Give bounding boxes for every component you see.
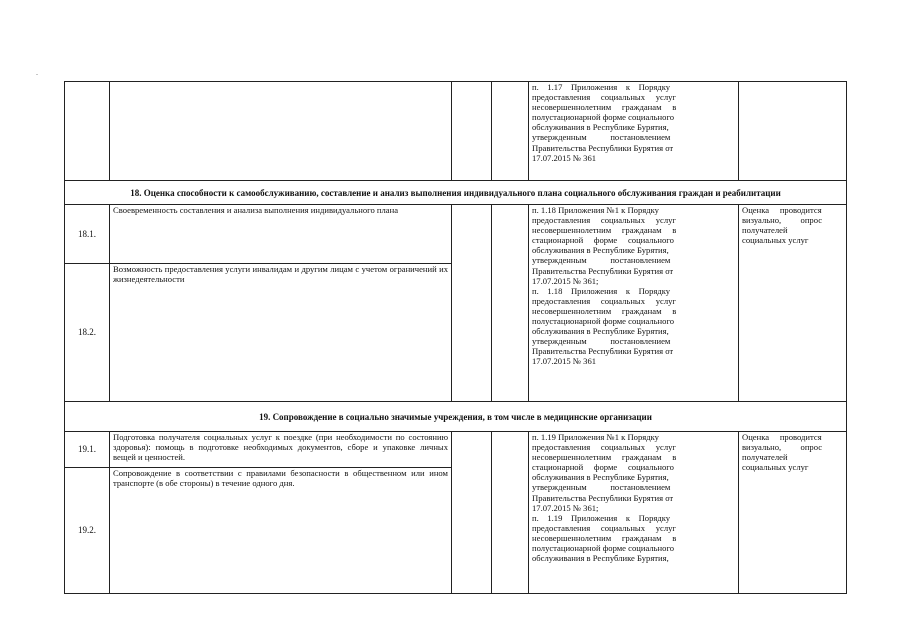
reference-line: утвержденным постановлением <box>532 132 671 143</box>
reference-line: 17.07.2015 № 361 <box>532 356 597 367</box>
reference-line: полустационарной форме социального <box>532 112 675 123</box>
section-heading-18 <box>65 181 847 205</box>
reference-line: п. 1.19 Приложения №1 к Порядку <box>532 432 659 442</box>
assessment-line: визуально, опрос <box>742 215 823 226</box>
reference-line: утвержденным постановлением <box>532 336 671 347</box>
service-description: Своевременность составления и анализа выполнения индивидуального плана <box>110 205 452 264</box>
cell-empty-a <box>452 205 492 402</box>
reference-line: полустационарной форме социального <box>532 316 675 327</box>
page-mark: - <box>36 72 38 78</box>
reference-line: обслуживания в Республике Бурятия, <box>532 326 669 337</box>
cell-description-empty <box>110 82 452 181</box>
reference-line: предоставления социальных услуг <box>532 522 676 533</box>
cell-empty-b <box>492 205 529 402</box>
reference-line: утвержденным постановлением <box>532 255 671 266</box>
reference-line: 17.07.2015 № 361 <box>532 152 597 163</box>
assessment-line: социальных услуг <box>742 235 809 246</box>
reference-line: предоставления социальных услуг <box>532 442 676 453</box>
cell-empty-b <box>492 432 529 594</box>
cell-assessment-empty <box>739 82 847 181</box>
assessment-method <box>739 432 847 594</box>
reference-line: обслуживания в Республике Бурятия, <box>532 245 669 256</box>
reference-line: Правительства Республики Бурятия от <box>532 265 674 276</box>
service-description: Возможность предоставления услуги инвалидам и другим лицам с учетом ограничений их жизнедеятельности <box>110 264 452 402</box>
reference-line: несовершеннолетним гражданам в <box>532 225 677 236</box>
section-title: 18. Оценка способности к самообслуживанию, составление и анализ выполнения индивидуального плана социального обслуживания граждан и реабилитации <box>65 181 847 205</box>
reference-line: несовершеннолетним гражданам в <box>532 452 677 463</box>
service-description: Сопровождение в соответствии с правилами безопасности в общественном или ином транспорте (в обе стороны) в течение одного дня. <box>110 468 452 594</box>
assessment-line: Оценка проводится <box>742 205 822 215</box>
assessment-line: получателей <box>742 452 788 463</box>
reference-line: обслуживания в Республике Бурятия, <box>532 472 669 483</box>
reference-line: Правительства Республики Бурятия от <box>532 492 674 503</box>
reference-line: обслуживания в Республике Бурятия, <box>532 553 669 564</box>
reference-line: п. 1.19 Приложения к Порядку <box>532 512 671 523</box>
section-title: 19. Сопровождение в социально значимые учреждения, в том числе в медицинские организации <box>65 402 847 432</box>
reference-line: несовершеннолетним гражданам в <box>532 305 677 316</box>
reference-line: несовершеннолетним гражданам в <box>532 532 677 543</box>
reference-line: предоставления социальных услуг <box>532 215 676 226</box>
reference-line: стационарной форме социального <box>532 462 674 473</box>
regulation-reference <box>529 205 739 402</box>
cell-empty-b <box>492 82 529 181</box>
reference-line: 17.07.2015 № 361; <box>532 275 599 286</box>
reference-line: п. 1.17 Приложения к Порядку <box>532 82 671 92</box>
reference-line: полустационарной форме социального <box>532 543 675 554</box>
reference-line: предоставления социальных услуг <box>532 295 676 306</box>
assessment-line: получателей <box>742 225 788 236</box>
services-table <box>64 81 847 594</box>
table-row-top-continuation <box>65 82 847 181</box>
cell-number-empty <box>65 82 110 181</box>
reference-line: 17.07.2015 № 361; <box>532 502 599 513</box>
reference-line: обслуживания в Республике Бурятия, <box>532 122 669 133</box>
assessment-method <box>739 205 847 402</box>
reference-line: утвержденным постановлением <box>532 482 671 493</box>
reference-line: несовершеннолетним гражданам в <box>532 102 677 113</box>
row-number: 18.2. <box>65 264 110 402</box>
table-row <box>65 432 847 468</box>
regulation-reference <box>529 82 739 181</box>
reference-line: Правительства Республики Бурятия от <box>532 346 674 357</box>
reference-line: п. 1.18 Приложения к Порядку <box>532 285 671 296</box>
table-row <box>65 205 847 264</box>
cell-empty-a <box>452 432 492 594</box>
service-description: Подготовка получателя социальных услуг к поездке (при необходимости по состоянию здоровья): помощь в подготовке необходимых документов, сборе и упаковке личных вещей и ценностей. <box>110 432 452 468</box>
reference-line: предоставления социальных услуг <box>532 92 676 103</box>
row-number: 19.1. <box>65 432 110 468</box>
row-number: 19.2. <box>65 468 110 594</box>
reference-line: Правительства Республики Бурятия от <box>532 142 674 153</box>
cell-empty-a <box>452 82 492 181</box>
assessment-line: Оценка проводится <box>742 432 822 442</box>
regulation-reference <box>529 432 739 594</box>
reference-line: п. 1.18 Приложения №1 к Порядку <box>532 205 659 215</box>
assessment-line: социальных услуг <box>742 462 809 473</box>
assessment-line: визуально, опрос <box>742 442 823 453</box>
section-heading-19 <box>65 402 847 432</box>
row-number: 18.1. <box>65 205 110 264</box>
reference-line: стационарной форме социального <box>532 235 674 246</box>
